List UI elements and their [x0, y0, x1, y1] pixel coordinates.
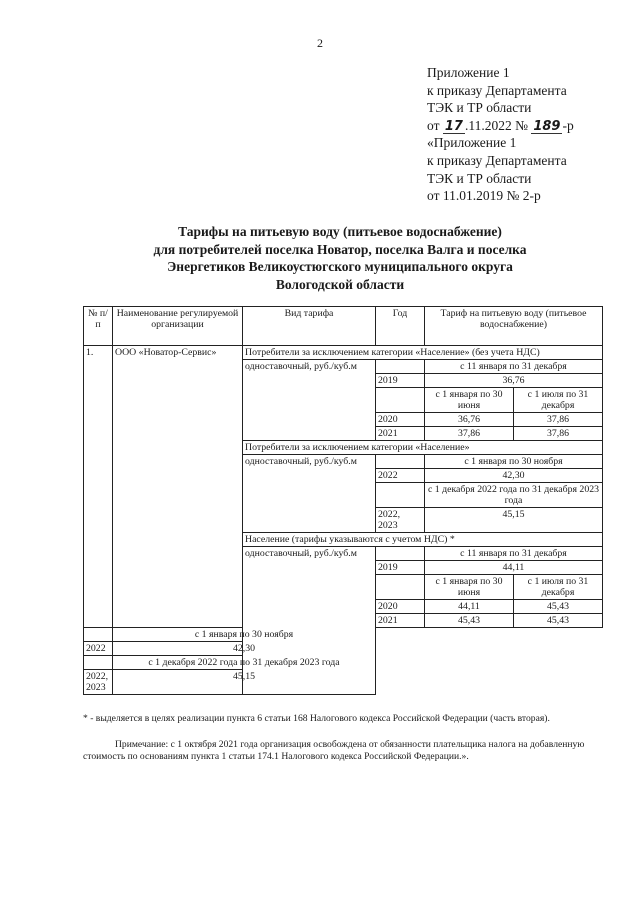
header-year: Год: [376, 307, 425, 346]
tariff-value: 36,76: [425, 413, 514, 427]
header-line: от 11.01.2019 № 2-р: [427, 188, 541, 204]
tariff-type: одноставочный, руб./куб.м: [243, 455, 376, 533]
organization-name: ООО «Новатор-Сервис»: [113, 346, 243, 628]
table-row: [84, 670, 603, 695]
order-date: .11.2022 №: [464, 117, 528, 133]
tariff-value: 44,11: [425, 561, 603, 575]
period-label: с 11 января по 31 декабря: [425, 547, 603, 561]
period-label: с 1 января по 30 июня: [425, 388, 514, 413]
tariff-value: 45,43: [514, 600, 603, 614]
table-row: [84, 642, 603, 656]
tariff-value: 42,30: [113, 642, 376, 656]
table-row: [84, 346, 603, 360]
period-label: с 1 июля по 31 декабря: [514, 575, 603, 600]
year-cell: 2020: [376, 413, 425, 427]
tariff-value: 44,11: [425, 600, 514, 614]
approval-header: [427, 64, 632, 205]
title-line: Энергетиков Великоустюгского муниципального округа: [167, 259, 513, 275]
period-label: с 1 декабря 2022 года по 31 декабря 2023 года: [425, 483, 603, 508]
header-tariff: Тариф на питьевую воду (питьевое водоснабжение): [425, 307, 603, 346]
handwritten-number: 189: [533, 118, 561, 134]
group-label: Население (тарифы указываются с учетом НДС) *: [243, 533, 603, 547]
year-cell: 2022: [84, 642, 113, 656]
header-line: к приказу Департамента: [427, 152, 567, 168]
page-number: 2: [317, 36, 323, 50]
period-label: с 1 января по 30 ноября: [113, 628, 376, 642]
year-cell: 2022, 2023: [84, 670, 113, 695]
tariff-table: [83, 306, 603, 695]
table-row: [84, 628, 603, 642]
period-label: с 1 января по 30 ноября: [425, 455, 603, 469]
header-line: Приложение 1: [427, 65, 510, 80]
document-title: [60, 223, 620, 293]
order-suffix: -р: [562, 117, 574, 133]
year-cell: 2021: [376, 427, 425, 441]
header-line: к приказу Департамента: [427, 82, 567, 98]
tariff-value: 37,86: [425, 427, 514, 441]
period-label: с 1 декабря 2022 года по 31 декабря 2023 года: [113, 656, 376, 670]
header-line: ТЭК и ТР области: [427, 100, 532, 116]
table-header-row: [84, 307, 603, 346]
header-line: ТЭК и ТР области: [427, 170, 532, 186]
handwritten-day: 17: [444, 118, 463, 134]
tariff-value: 36,76: [425, 374, 603, 388]
group-label: Потребители за исключением категории «Население» (без учета НДС): [243, 346, 603, 360]
tariff-value: 42,30: [425, 469, 603, 483]
title-line: для потребителей поселка Новатор, поселка Валга и поселка: [153, 241, 527, 257]
year-cell: 2019: [376, 374, 425, 388]
year-cell: 2020: [376, 600, 425, 614]
period-label: с 11 января по 31 декабря: [425, 360, 603, 374]
footnote: * - выделяется в целях реализации пункта 6 статьи 168 Налогового кодекса Российской Федерации (часть вторая).: [83, 713, 550, 724]
year-cell: 2021: [376, 614, 425, 628]
year-cell: 2019: [376, 561, 425, 575]
tariff-value: 37,86: [514, 427, 603, 441]
header-num: № п/п: [84, 307, 113, 346]
tariff-type: одноставочный, руб./куб.м: [243, 360, 376, 441]
tariff-value: 45,43: [425, 614, 514, 628]
title-line: Вологодской области: [275, 276, 405, 292]
tariff-value: 45,15: [113, 670, 376, 695]
title-line: Тарифы на питьевую воду (питьевое водоснабжение): [178, 224, 502, 239]
tariff-type: одноставочный, руб./куб.м: [243, 547, 376, 695]
year-cell: 2022: [376, 469, 425, 483]
order-prefix: от: [427, 117, 440, 133]
tariff-value: 45,43: [514, 614, 603, 628]
group-label: Потребители за исключением категории «Население»: [243, 441, 603, 455]
period-label: с 1 января по 30 июня: [425, 575, 514, 600]
year-cell: 2022, 2023: [376, 508, 425, 533]
header-org: Наименование регулируемой организации: [113, 307, 243, 346]
tariff-value: 37,86: [514, 413, 603, 427]
tariff-value: 45,15: [425, 508, 603, 533]
remark: Примечание: с 1 октября 2021 года организация освобождена от обязанности плательщика налога на добавленную стоимость по основаниям пункта 1 статьи 174.1 Налогового кодекса Российской Федерации.».: [83, 739, 585, 762]
row-number: 1.: [84, 346, 113, 628]
table-row: [84, 656, 603, 670]
header-type: Вид тарифа: [243, 307, 376, 346]
header-line: «Приложение 1: [427, 135, 517, 151]
header-order-line: [427, 117, 632, 135]
period-label: с 1 июля по 31 декабря: [514, 388, 603, 413]
